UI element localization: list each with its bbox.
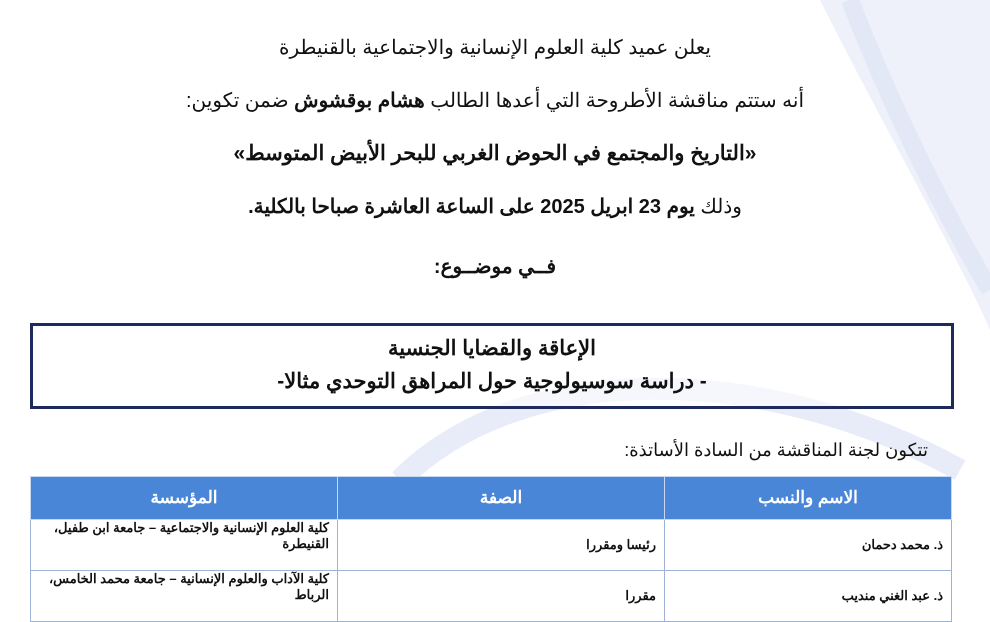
member-name: ذ. عبد الغني منديب	[665, 571, 952, 622]
dean-announcement-line: يعلن عميد كلية العلوم الإنسانية والاجتماعية بالقنيطرة	[279, 37, 711, 59]
member-institution: كلية الآداب والعلوم الإنسانية – جامعة محمد الخامس، الرباط	[31, 571, 338, 622]
committee-intro: تتكون لجنة المناقشة من السادة الأساتذة:	[624, 440, 928, 460]
member-name: ذ. محمد دحمان	[665, 520, 952, 571]
thesis-topic-box	[30, 323, 954, 409]
committee-header-row	[31, 477, 952, 520]
thesis-student-line	[30, 87, 960, 115]
committee-table	[30, 476, 952, 622]
table-row	[31, 571, 952, 622]
student-line-after: ضمن تكوين:	[185, 90, 289, 112]
member-role: مقررا	[338, 571, 665, 622]
header-name: الاسم والنسب	[665, 477, 952, 520]
student-name: هشام بوقشوش	[294, 90, 425, 112]
date-prefix: وذلك	[700, 196, 742, 218]
thesis-title: الإعاقة والقضايا الجنسية	[387, 337, 596, 360]
thesis-subtitle: - دراسة سوسيولوجية حول المراهق التوحدي مثالا-	[277, 370, 707, 393]
header-role: الصفة	[338, 477, 665, 520]
header-institution: المؤسسة	[31, 477, 338, 520]
table-row	[31, 520, 952, 571]
topic-heading: فــي موضــوع:	[433, 256, 557, 278]
member-institution: كلية العلوم الإنسانية والاجتماعية – جامعة ابن طفيل، القنيطرة	[31, 520, 338, 571]
defense-date-line	[30, 193, 960, 221]
defense-date-time: يوم 23 ابريل 2025 على الساعة العاشرة صباحا بالكلية.	[248, 196, 695, 218]
member-role: رئيسا ومقررا	[338, 520, 665, 571]
program-name: «التاريخ والمجتمع في الحوض الغربي للبحر الأبيض المتوسط»	[233, 142, 757, 165]
student-line-before: أنه ستتم مناقشة الأطروحة التي أعدها الطالب	[430, 90, 805, 112]
